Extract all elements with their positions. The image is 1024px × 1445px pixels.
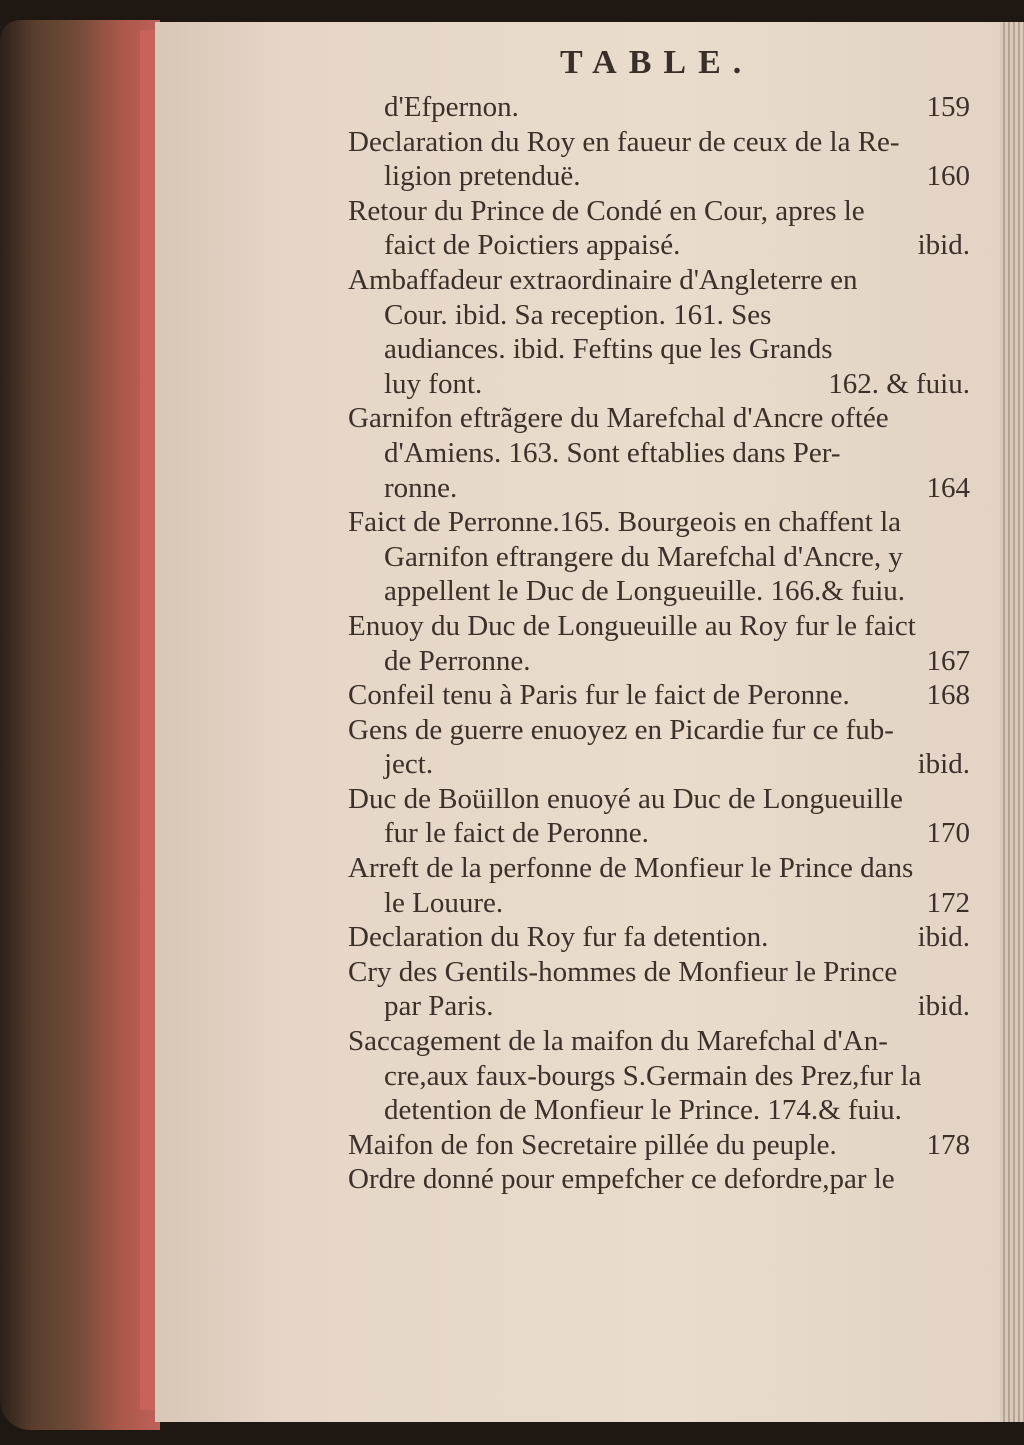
entry-text: ligion pretenduë.: [384, 160, 581, 193]
page-reference: 178: [926, 1128, 970, 1161]
page-reference: 168: [926, 679, 970, 712]
entry-text: Faict de Perronne.165. Bourgeois en chaffent la: [348, 506, 901, 539]
table-line: [348, 125, 970, 160]
table-line: [348, 816, 970, 851]
page-reference: 170: [926, 817, 970, 850]
entry-text: d'Efpernon.: [384, 91, 519, 123]
table-line: [348, 1093, 970, 1128]
entry-text: appellent le Duc de Longueuille. 166.& fuiu.: [384, 575, 906, 608]
page-reference: 162. & fuiu.: [828, 367, 970, 400]
entry-text: d'Amiens. 163. Sont eftablies dans Per-: [384, 436, 841, 469]
table-line: [348, 194, 970, 229]
table-line: [348, 644, 970, 679]
table-line: [348, 298, 970, 333]
entry-text: cre,aux faux-bourgs S.Germain des Prez,fur la: [384, 1059, 922, 1092]
book-cover-edge: [0, 20, 160, 1430]
entry-text: luy font.: [384, 367, 483, 400]
entry-text: Arreft de la perfonne de Monfieur le Prince dans: [348, 852, 914, 885]
entry-text: Declaration du Roy en faueur de ceux de la Re-: [348, 125, 900, 158]
table-line: [348, 90, 970, 125]
page-reference: 164: [926, 471, 970, 504]
table-line: [348, 989, 970, 1024]
table-line: [348, 955, 970, 990]
entry-text: le Louure.: [384, 886, 504, 919]
table-line: [348, 747, 970, 782]
page-reference: ibid.: [917, 229, 970, 262]
page-reference: 160: [926, 160, 970, 193]
page-reference: 167: [926, 644, 970, 677]
entry-text: Duc de Boüillon enuoyé au Duc de Longueuille: [348, 782, 903, 815]
table-line: [348, 713, 970, 748]
table-line: [348, 471, 970, 506]
running-head: TABLE.: [560, 44, 754, 81]
entry-text: Cry des Gentils-hommes de Monfieur le Prince: [348, 955, 898, 988]
entry-text: fur le faict de Peronne.: [384, 817, 649, 850]
entry-text: ject.: [384, 748, 434, 781]
entry-text: Confeil tenu à Paris fur le faict de Peronne.: [348, 679, 850, 712]
page-stack-edge: [1000, 22, 1024, 1422]
table-line: [348, 920, 970, 955]
entry-text: Maifon de fon Secretaire pillée du peuple.: [348, 1128, 837, 1161]
entry-text: Cour. ibid. Sa reception. 161. Ses: [384, 298, 772, 331]
entry-text: ronne.: [384, 471, 458, 504]
entry-text: Retour du Prince de Condé en Cour, apres le: [348, 194, 865, 227]
table-line: [348, 263, 970, 298]
entry-text: audiances. ibid. Feftins que les Grands: [384, 333, 833, 366]
table-line: [348, 228, 970, 263]
table-line: [348, 401, 970, 436]
table-line: [348, 332, 970, 367]
table-line: [348, 574, 970, 609]
table-line: [348, 851, 970, 886]
table-line: [348, 1162, 970, 1197]
page-reference: ibid.: [917, 921, 970, 954]
entry-text: detention de Monfieur le Prince. 174.& fuiu.: [384, 1094, 902, 1127]
table-entries: [348, 90, 970, 1197]
entry-text: faict de Poictiers appaisé.: [384, 229, 681, 262]
table-line: [348, 1024, 970, 1059]
entry-text: Saccagement de la maifon du Marefchal d'An-: [348, 1025, 888, 1058]
table-line: [348, 367, 970, 402]
table-line: [348, 159, 970, 194]
table-line: [348, 436, 970, 471]
entry-text: Enuoy du Duc de Longueuille au Roy fur le faict: [348, 609, 916, 642]
entry-text: Declaration du Roy fur fa detention.: [348, 921, 769, 954]
table-line: [348, 1059, 970, 1094]
table-line: [348, 505, 970, 540]
table-line: [348, 540, 970, 575]
page-reference: 172: [926, 886, 970, 919]
entry-text: Ordre donné pour empefcher ce defordre,par le: [348, 1163, 895, 1196]
entry-text: Garnifon eftrangere du Marefchal d'Ancre, y: [384, 540, 903, 573]
page-reference: ibid.: [917, 748, 970, 781]
entry-text: Ambaffadeur extraordinaire d'Angleterre en: [348, 263, 858, 296]
table-line: [348, 1128, 970, 1163]
entry-text: Gens de guerre enuoyez en Picardie fur ce fub-: [348, 713, 894, 746]
page-reference: 159: [926, 91, 970, 123]
entry-text: par Paris.: [384, 990, 494, 1023]
table-line: [348, 886, 970, 921]
table-line: [348, 782, 970, 817]
page-reference: ibid.: [917, 990, 970, 1023]
entry-text: Garnifon eftrãgere du Marefchal d'Ancre oftée: [348, 402, 889, 435]
table-line: [348, 678, 970, 713]
entry-text: de Perronne.: [384, 644, 531, 677]
table-line: [348, 609, 970, 644]
